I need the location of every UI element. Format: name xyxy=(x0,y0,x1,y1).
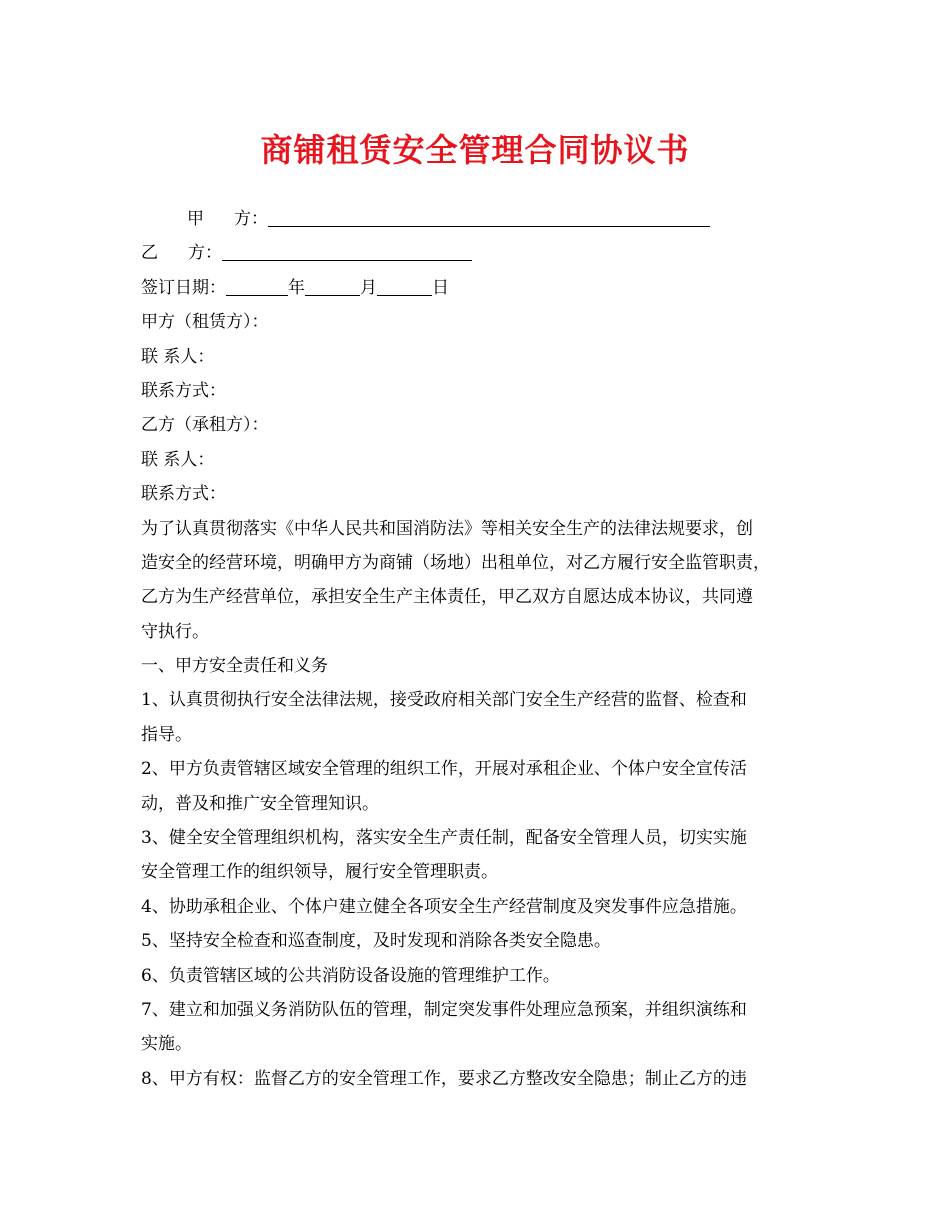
item-4: 4、协助承租企业、个体户建立健全各项安全生产经营制度及突发事件应急措施。 xyxy=(141,896,747,917)
party-b-label-2: 方： xyxy=(188,243,222,264)
lessor-contact-line: 联 系人： xyxy=(141,346,215,367)
month-blank xyxy=(305,275,360,296)
lessee-contact-line: 联 系人： xyxy=(141,449,215,470)
year-label: 年 xyxy=(288,277,305,298)
party-a-blank xyxy=(268,206,710,227)
intro-line-1: 为了认真贯彻落实《中华人民共和国消防法》等相关安全生产的法律法规要求，创 xyxy=(141,518,753,539)
lessor-line: 甲方（租赁方）： xyxy=(141,312,269,333)
intro-line-3: 乙方为生产经营单位，承担安全生产主体责任，甲乙双方自愿达成本协议，共同遵 xyxy=(141,587,753,608)
item-3-line-1: 3、健全安全管理组织机构，落实安全生产责任制，配备安全管理人员，切实实施 xyxy=(141,828,747,849)
document-body xyxy=(141,202,813,1096)
party-a-line xyxy=(141,202,813,236)
item-8-line-1: 8、甲方有权：监督乙方的安全管理工作，要求乙方整改安全隐患；制止乙方的违 xyxy=(141,1068,747,1089)
section-1-heading: 一、甲方安全责任和义务 xyxy=(141,656,328,677)
item-2-line-1: 2、甲方负责管辖区域安全管理的组织工作，开展对承租企业、个体户安全宣传活 xyxy=(141,759,747,780)
sign-date-line xyxy=(141,271,813,305)
party-b-blank xyxy=(222,240,472,261)
year-blank xyxy=(226,275,288,296)
month-label: 月 xyxy=(360,277,377,298)
sign-date-label: 签订日期： xyxy=(141,277,226,298)
day-label: 日 xyxy=(432,277,449,298)
item-5: 5、坚持安全检查和巡查制度，及时发现和消除各类安全隐患。 xyxy=(141,931,611,952)
lessee-contact-method-line: 联系方式： xyxy=(141,484,226,505)
item-1-line-2: 指导。 xyxy=(141,724,192,745)
intro-line-4: 守执行。 xyxy=(141,621,209,642)
item-6: 6、负责管辖区域的公共消防设备设施的管理维护工作。 xyxy=(141,965,560,986)
day-blank xyxy=(377,275,432,296)
item-3-line-2: 安全管理工作的组织领导，履行安全管理职责。 xyxy=(141,862,498,883)
intro-line-2: 造安全的经营环境，明确甲方为商铺（场地）出租单位，对乙方履行安全监管职责， xyxy=(141,552,770,573)
party-b-line xyxy=(141,236,813,270)
item-7-line-2: 实施。 xyxy=(141,1034,192,1055)
item-1-line-1: 1、认真贯彻执行安全法律法规，接受政府相关部门安全生产经营的监督、检查和 xyxy=(141,690,747,711)
party-a-label-1: 甲 xyxy=(187,209,204,229)
party-a-label-2: 方： xyxy=(234,209,268,229)
item-2-line-2: 动，普及和推广安全管理知识。 xyxy=(141,793,379,814)
lessor-contact-method-line: 联系方式： xyxy=(141,380,226,401)
lessee-line: 乙方（承租方）： xyxy=(141,415,269,436)
item-7-line-1: 7、建立和加强义务消防队伍的管理，制定突发事件处理应急预案，并组织演练和 xyxy=(141,999,747,1020)
party-b-label-1: 乙 xyxy=(141,243,158,264)
document-title: 商铺租赁安全管理合同协议书 xyxy=(260,131,690,169)
